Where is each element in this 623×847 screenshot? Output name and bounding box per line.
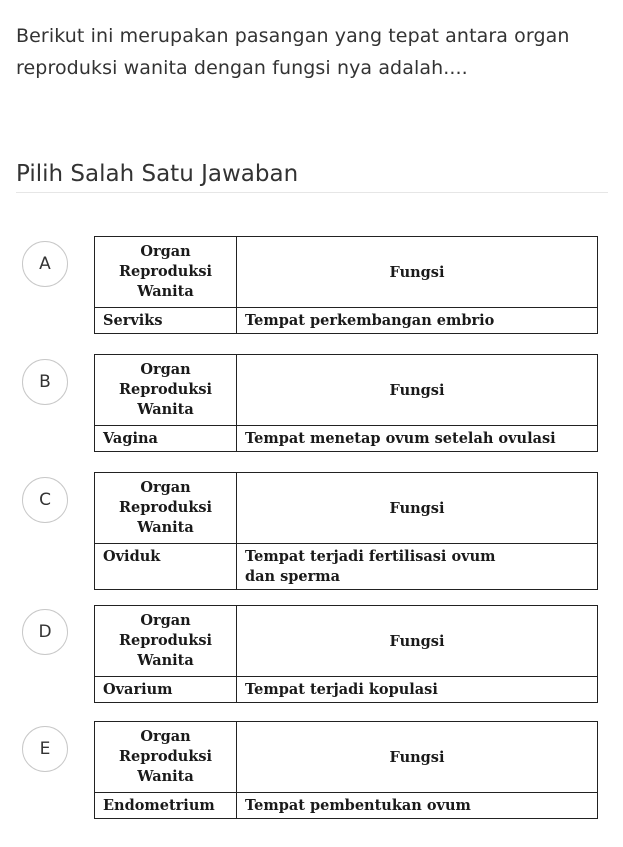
table-header-organ: Organ Reproduksi Wanita [95,722,237,793]
table-cell-fungsi-wrap [237,544,598,590]
table-cell-organ: Oviduk [95,544,237,590]
option-radio-c[interactable]: C [22,477,68,523]
table-cell-fungsi: Tempat pembentukan ovum [237,793,598,819]
answer-table-d [94,605,598,703]
table-cell-fungsi: Tempat terjadi kopulasi [237,677,598,703]
table-cell-organ: Vagina [95,426,237,452]
table-header-fungsi: Fungsi [237,237,598,308]
answer-table-c [94,472,598,590]
table-header-organ: Organ Reproduksi Wanita [95,237,237,308]
table-header-fungsi: Fungsi [237,473,598,544]
table-cell-fungsi: Tempat terjadi fertilisasi ovum dan sperma [245,548,496,585]
instruction-heading: Pilih Salah Satu Jawaban [16,161,299,187]
table-cell-organ: Serviks [95,308,237,334]
option-radio-e[interactable]: E [22,726,68,772]
answer-table-a [94,236,598,334]
table-header-fungsi: Fungsi [237,606,598,677]
option-radio-a[interactable]: A [22,241,68,287]
answer-table-b [94,354,598,452]
table-header-organ: Organ Reproduksi Wanita [95,473,237,544]
table-header-organ: Organ Reproduksi Wanita [95,606,237,677]
divider [16,192,608,193]
option-radio-d[interactable]: D [22,609,68,655]
option-radio-b[interactable]: B [22,359,68,405]
table-cell-fungsi: Tempat perkembangan embrio [237,308,598,334]
table-cell-organ: Endometrium [95,793,237,819]
table-cell-fungsi: Tempat menetap ovum setelah ovulasi [237,426,598,452]
table-header-fungsi: Fungsi [237,722,598,793]
answer-table-e [94,721,598,819]
table-cell-organ: Ovarium [95,677,237,703]
table-header-fungsi: Fungsi [237,355,598,426]
table-header-organ: Organ Reproduksi Wanita [95,355,237,426]
question-text: Berikut ini merupakan pasangan yang tepat antara organ reproduksi wanita dengan fungsi nya adalah.... [16,25,570,79]
